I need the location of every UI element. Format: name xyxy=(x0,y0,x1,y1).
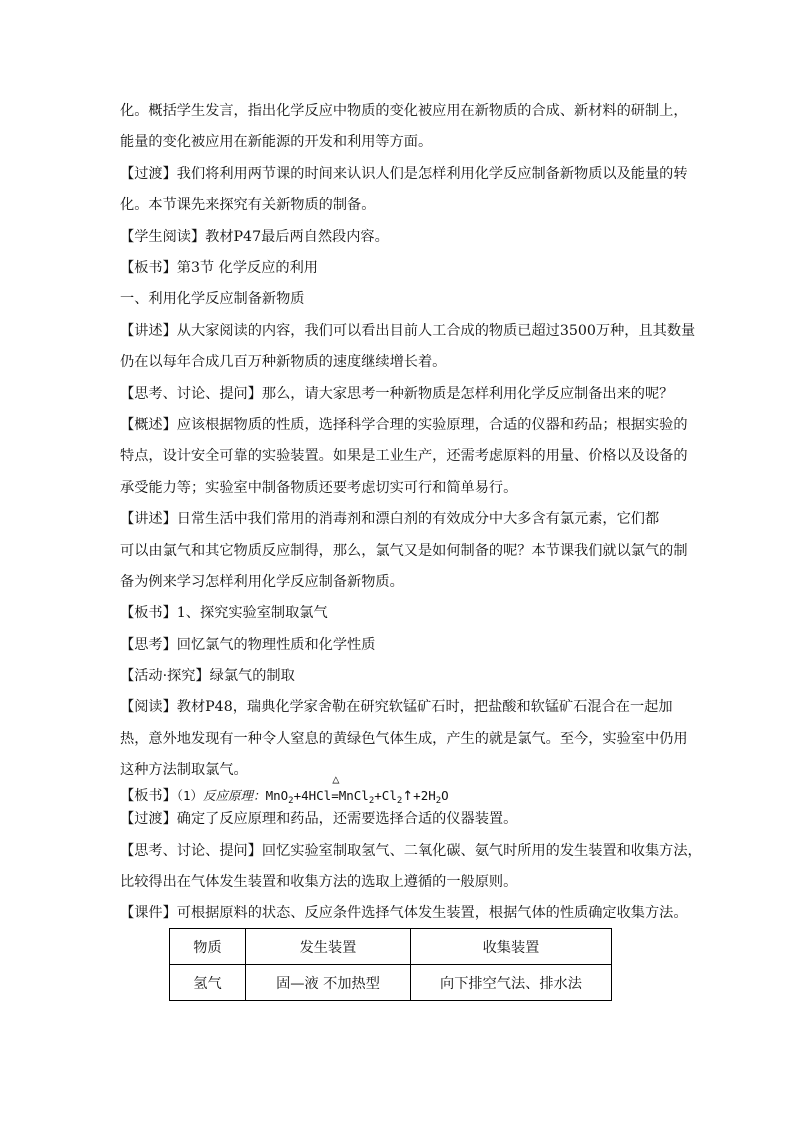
gas-preparation-table xyxy=(169,928,612,1001)
text-line: 【思考、讨论、提问】回忆实验室制取氢气、二氧化碳、氨气时所用的发生装置和收集方法， xyxy=(120,843,702,859)
equation-label: 反应原理： xyxy=(203,788,266,803)
table-header-cell: 发生装置 xyxy=(246,929,411,965)
text-line: 【阅读】教材P48，瑞典化学家舍勒在研究软锰矿石时，把盐酸和软锰矿石混合在一起加 xyxy=(120,699,673,715)
table-row xyxy=(170,965,612,1001)
text-line: 备为例来学习怎样利用化学反应制备新物质。 xyxy=(120,574,404,590)
text-line: 这种方法制取氯气。 xyxy=(120,762,248,778)
text-line: 热，意外地发现有一种令人窒息的黄绿色气体生成，产生的就是氯气。至今，实验室中仍用 xyxy=(120,731,688,747)
table-cell: 氢气 xyxy=(170,965,246,1001)
table-header-cell: 物质 xyxy=(170,929,246,965)
gas-arrow-icon: ↑ xyxy=(402,789,414,804)
equation-line xyxy=(120,772,449,807)
text-line: 仍在以每年合成几百万种新物质的速度继续增长着。 xyxy=(120,354,447,370)
text-line: 【板书】1、探究实验室制取氯气 xyxy=(120,605,328,621)
equation-number: （1） xyxy=(176,788,204,803)
text-line: 比较得出在气体发生装置和收集方法的选取上遵循的一般原则。 xyxy=(120,874,518,890)
table-header-cell: 收集装置 xyxy=(411,929,612,965)
text-line: 化。本节课先来探究有关新物质的制备。 xyxy=(120,197,376,213)
text-line: 【过渡】确定了反应原理和药品，还需要选择合适的仪器装置。 xyxy=(120,811,518,827)
text-line: 【思考、讨论、提问】那么，请大家思考一种新物质是怎样利用化学反应制备出来的呢？ xyxy=(120,386,674,402)
text-line: 【思考】回忆氯气的物理性质和化学性质 xyxy=(120,637,376,653)
table-cell: 固—液 不加热型 xyxy=(246,965,411,1001)
text-line: 化。概括学生发言，指出化学反应中物质的变化被应用在新物质的合成、新材料的研制上， xyxy=(120,103,688,119)
table-cell: 向下排空气法、排水法 xyxy=(411,965,612,1001)
text-line: 能量的变化被应用在新能源的开发和利用等方面。 xyxy=(120,134,433,150)
text-line: 【课件】可根据原料的状态、反应条件选择气体发生装置，根据气体的性质确定收集方法。 xyxy=(120,905,688,921)
text-line: 【讲述】日常生活中我们常用的消毒剂和漂白剂的有效成分中大多含有氯元素，它们都 xyxy=(120,511,660,527)
text-line: 【概述】应该根据物质的性质，选择科学合理的实验原理，合适的仪器和药品；根据实验的 xyxy=(120,417,688,433)
text-line: 【学生阅读】教材P47最后两自然段内容。 xyxy=(120,229,389,245)
text-line: 特点，设计安全可靠的实验装置。如果是工业生产，还需考虑原料的用量、价格以及设备的 xyxy=(120,448,688,464)
text-line: 【板书】第3节 化学反应的利用 xyxy=(120,260,318,276)
table-header-row xyxy=(170,929,612,965)
heat-triangle-icon: △ xyxy=(332,772,340,786)
heating-condition: △ = xyxy=(331,772,340,803)
equation-tag: 【板书】 xyxy=(120,788,177,804)
text-line: 承受能力等；实验室中制备物质还要考虑切实可行和简单易行。 xyxy=(120,480,518,496)
chem-equation: MnO$_2$+4HCl △ $=MnCl_2+Cl_2↑+2H_2O$ xyxy=(265,772,449,806)
section-heading: 一、利用化学反应制备新物质 xyxy=(120,291,305,307)
text-line: 【过渡】我们将利用两节课的时间来认识人们是怎样利用化学反应制备新物质以及能量的转 xyxy=(120,166,688,182)
text-line: 【活动·探究】绿氯气的制取 xyxy=(120,668,295,684)
text-line: 【讲述】从大家阅读的内容，我们可以看出目前人工合成的物质已超过3500万种，且其数量 xyxy=(120,323,696,339)
text-line: 可以由氯气和其它物质反应制得，那么，氯气又是如何制备的呢？本节课我们就以氯气的制 xyxy=(120,543,688,559)
